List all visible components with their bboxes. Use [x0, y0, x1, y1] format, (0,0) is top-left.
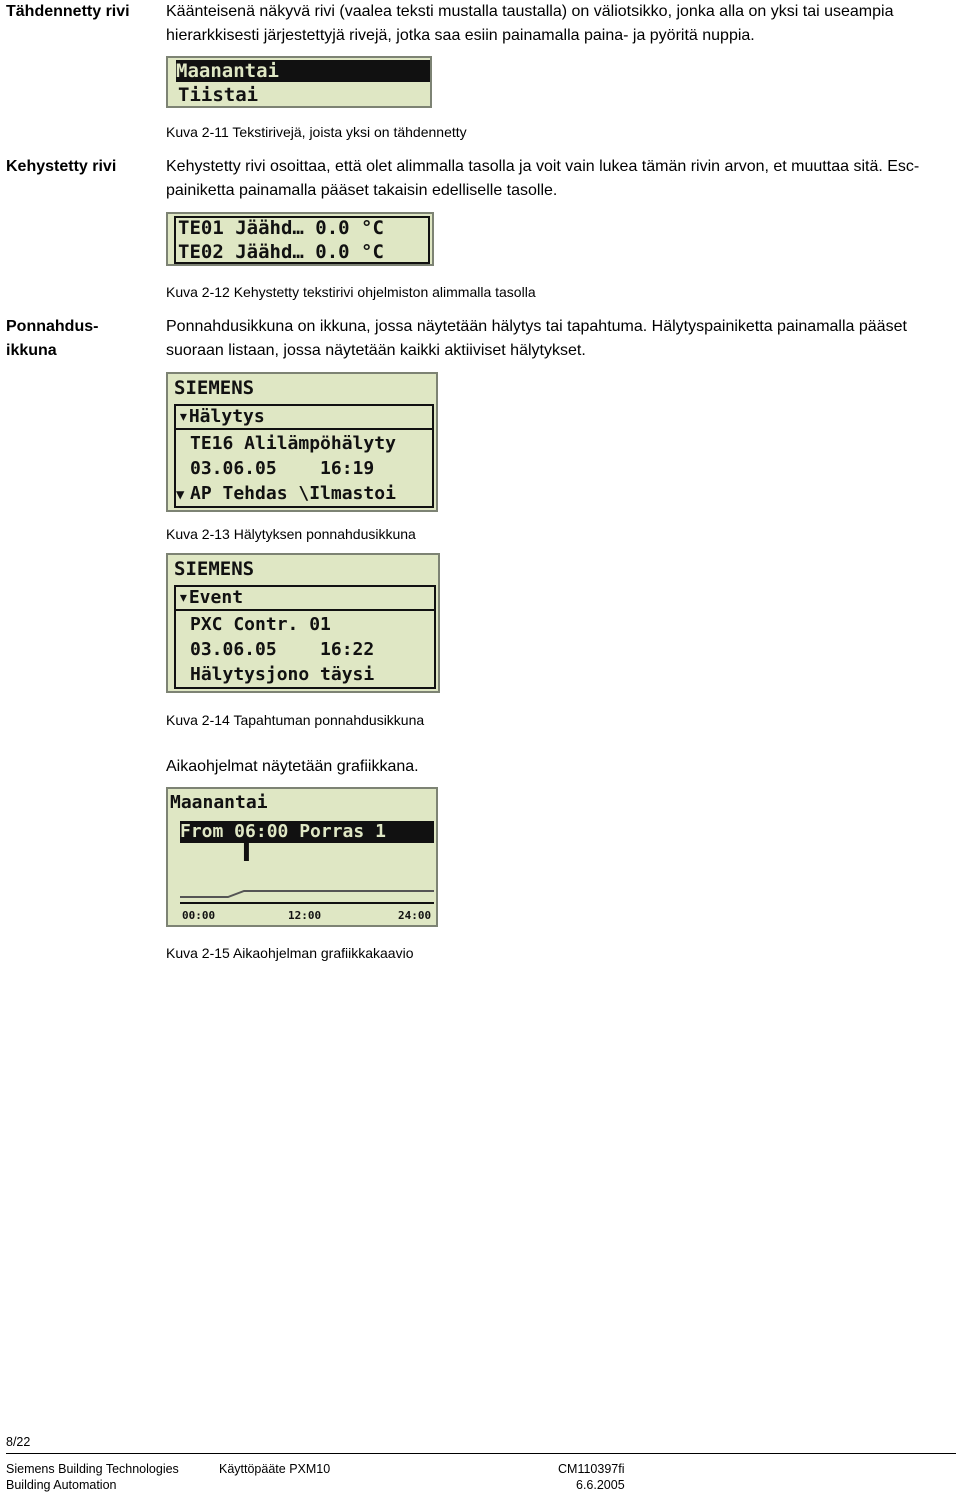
alarm-title — [178, 406, 265, 428]
popup-line: TE16 Alilämpöhälyty — [190, 433, 396, 454]
popup-line: Hälytysjono täysi — [190, 664, 375, 685]
figure-caption: Kuva 2-11 Tekstirivejä, joista yksi on tähdennetty — [166, 124, 467, 140]
footer-date: 6.6.2005 — [576, 1478, 625, 1492]
event-title — [178, 587, 243, 609]
figure-2-13-display — [166, 372, 438, 512]
figure-2-15-display — [166, 787, 438, 927]
footer-company: Siemens Building Technologies — [6, 1462, 179, 1476]
figure-2-12-display — [166, 212, 434, 266]
siemens-logo-text: SIEMENS — [174, 377, 255, 399]
figure-caption: Kuva 2-12 Kehystetty tekstirivi ohjelmiston alimmalla tasolla — [166, 284, 536, 300]
siemens-logo-text: SIEMENS — [174, 558, 255, 580]
section-heading-popup — [6, 315, 136, 363]
popup-line: 03.06.05 16:22 — [190, 639, 375, 660]
figure-2-14-display — [166, 553, 440, 693]
figure-caption: Kuva 2-15 Aikaohjelman grafiikkakaavio — [166, 945, 414, 961]
schedule-highlighted-line: From 06:00 Porras 1 — [180, 821, 434, 843]
schedule-graph — [180, 879, 434, 907]
schedule-day-title: Maanantai — [170, 792, 268, 813]
axis-tick-label: 00:00 — [182, 909, 216, 922]
page-number: 8/22 — [6, 1435, 31, 1449]
schedule-level-line — [180, 891, 434, 897]
axis-tick-label: 12:00 — [288, 909, 322, 922]
footer-divider — [6, 1453, 956, 1454]
section-text-popup: Ponnahdusikkuna on ikkuna, jossa näytetään hälytys tai tapahtuma. Hälytyspainiketta painamalla pääset suoraan listaan, jossa näytetään kaikki aktiiviset hälytykset. — [166, 318, 907, 359]
figure-2-11-display — [166, 56, 432, 108]
display-framed-line: TE02 Jäähd… 0.0 °C — [178, 241, 384, 263]
bell-icon: ▾ — [178, 587, 189, 608]
display-line: Tiistai — [178, 84, 259, 106]
display-framed-line: TE01 Jäähd… 0.0 °C — [178, 217, 384, 239]
alarm-title-text: Hälytys — [188, 406, 265, 427]
popup-title-divider — [176, 428, 432, 430]
section-heading-highlighted-row: Tähdennetty rivi — [6, 3, 130, 20]
event-title-text: Event — [188, 587, 244, 608]
display-highlighted-line: Maanantai — [176, 60, 430, 82]
section-text-highlighted-row: Käänteisenä näkyvä rivi (vaalea teksti mustalla taustalla) on väliotsikko, jonka alla on yksi tai useampia hierarkkisesti järjestettyjä rivejä, jotka saa esiin painamalla paina- ja pyöritä nuppia. — [166, 3, 894, 44]
axis-tick-label: 24:00 — [398, 909, 432, 922]
popup-line: AP Tehdas \Ilmastoi — [190, 483, 396, 504]
section-text-framed-row: Kehystetty rivi osoittaa, että olet alimmalla tasolla ja voit vain lukea tämän rivin arvon, et muuttaa sitä. Esc-painiketta painamalla pääset takaisin edelliselle tasolle. — [166, 158, 920, 199]
graph-intro-text: Aikaohjelmat näytetään grafiikkana. — [166, 758, 419, 775]
section-heading-framed-row: Kehystetty rivi — [6, 158, 117, 175]
popup-line: 03.06.05 16:19 — [190, 458, 375, 479]
popup-title-divider — [176, 609, 434, 611]
footer-doc-id: CM110397fi — [558, 1462, 625, 1476]
popup-line: PXC Contr. 01 — [190, 614, 331, 635]
scroll-down-arrow-icon: ▼ — [176, 487, 185, 503]
section-heading-popup-text: Ponnahdus-ikkuna — [6, 318, 99, 359]
bell-icon: ▾ — [178, 406, 189, 427]
footer-product: Käyttöpääte PXM10 — [219, 1462, 331, 1476]
time-cursor-icon: ▌ — [244, 842, 254, 861]
figure-caption: Kuva 2-13 Hälytyksen ponnahdusikkuna — [166, 526, 416, 542]
figure-caption: Kuva 2-14 Tapahtuman ponnahdusikkuna — [166, 712, 425, 728]
footer-division: Building Automation — [6, 1478, 117, 1492]
